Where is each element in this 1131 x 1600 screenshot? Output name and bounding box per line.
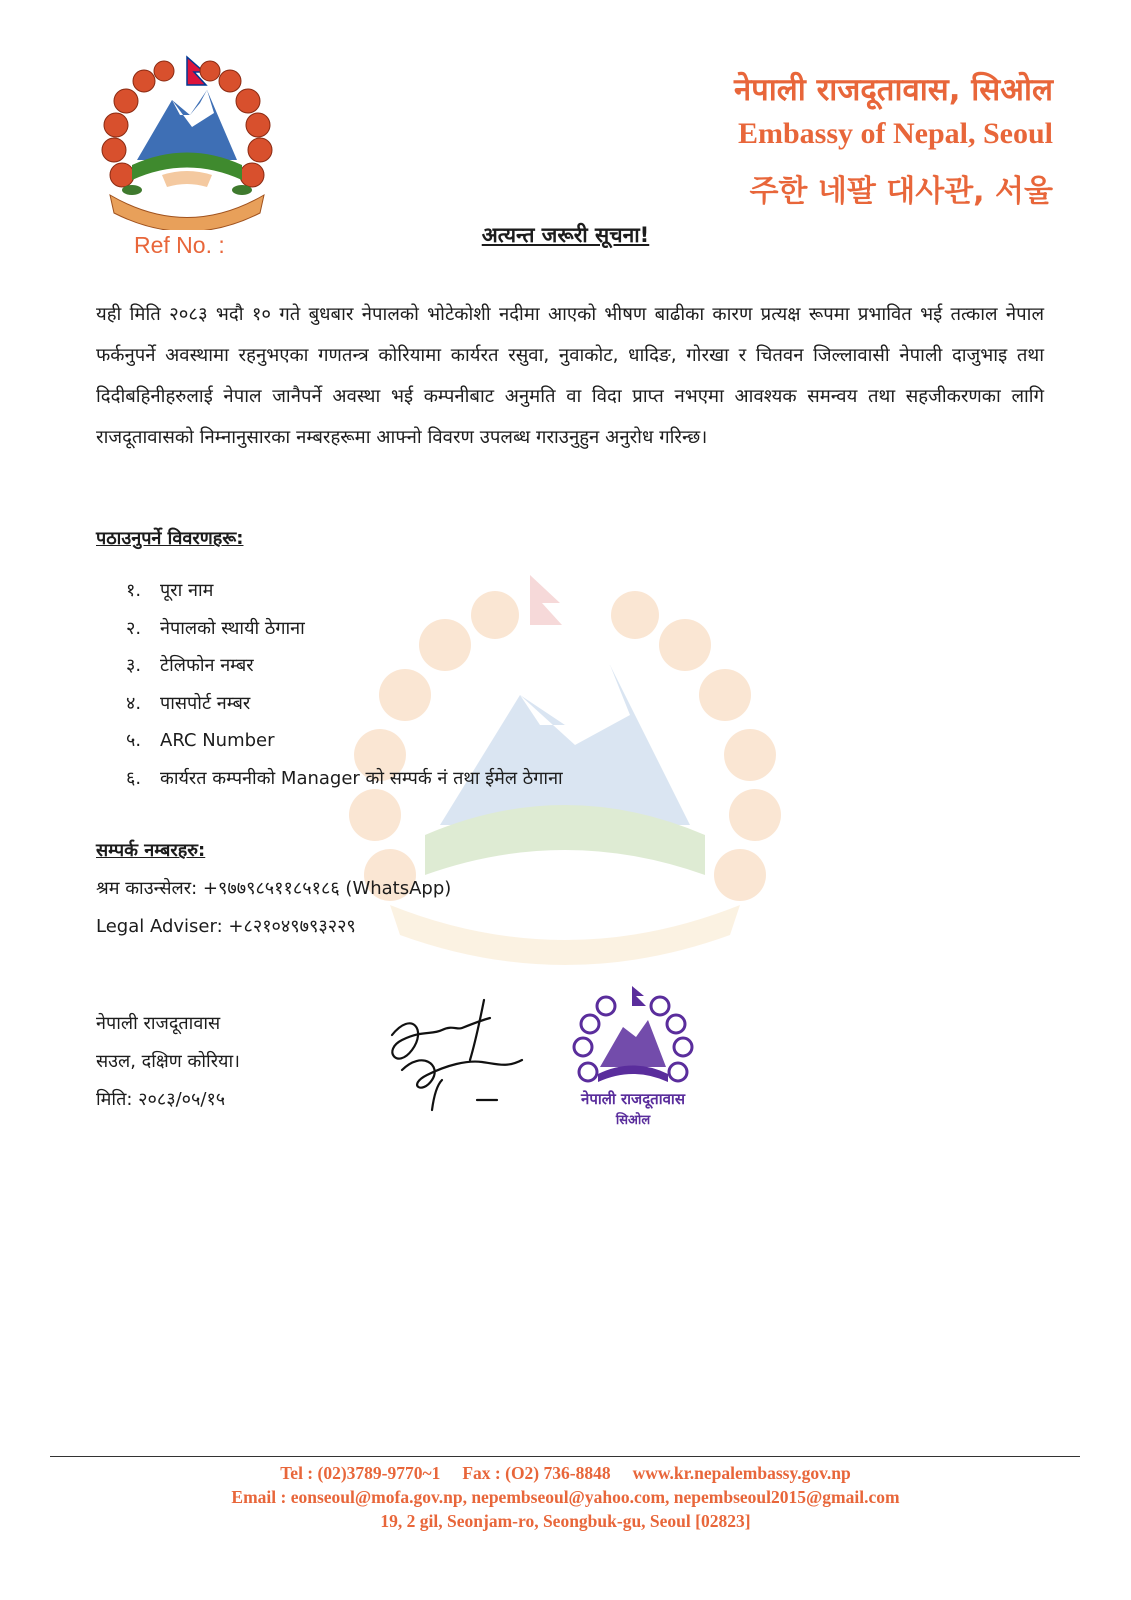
list-item-number: ३. (126, 655, 142, 676)
embassy-name-english: Embassy of Nepal, Seoul (737, 117, 1053, 150)
list-item-text: ARC Number (160, 730, 275, 751)
stamp-city: सिओल (615, 1113, 651, 1128)
sign-off-block (96, 1005, 240, 1119)
list-item-number: ५. (126, 730, 142, 751)
reference-number-label: Ref No. : (134, 232, 225, 258)
footer-website: www.kr.nepalembassy.gov.np (632, 1463, 851, 1483)
requirements-heading: पठाउनुपर्ने विवरणहरू: (96, 528, 244, 549)
footer-email: Email : eonseoul@mofa.gov.np, nepembseoul@yahoo.com, nepembseoul2015@gmail.com (231, 1487, 900, 1507)
signature (372, 990, 532, 1115)
footer-divider (50, 1456, 1080, 1457)
sign-off-office: नेपाली राजदूतावास (96, 1013, 221, 1034)
embassy-name-nepali: नेपाली राजदूतावास, सिओल (733, 72, 1053, 108)
footer-telephone: Tel : (02)3789-9770~1 (280, 1463, 441, 1483)
whatsapp-note: (WhatsApp) (345, 878, 452, 899)
notice-title: अत्यन्त जरूरी सूचना! (481, 223, 650, 247)
date-value: २०८३/०५/१५ (138, 1089, 226, 1110)
sign-off-location: सउल, दक्षिण कोरिया। (96, 1051, 240, 1072)
sign-off-date (96, 1081, 240, 1119)
legal-adviser-label: Legal Adviser: (96, 916, 223, 937)
list-item-text: कार्यरत कम्पनीको Manager को सम्पर्क नं तथा ईमेल ठेगाना (160, 767, 563, 789)
list-item (126, 616, 563, 654)
list-item (126, 691, 563, 729)
list-item (126, 653, 563, 691)
legal-adviser-number: +८२१०४९७९३२२९ (228, 916, 356, 937)
list-item (126, 578, 563, 616)
requirements-list (126, 578, 563, 803)
list-item (126, 728, 563, 766)
embassy-name-korean: 주한 네팔 대사관, 서울 (749, 174, 1053, 209)
labour-counsellor-number: +९७७९८५११८५१८६ (202, 878, 340, 899)
list-item-number: १. (126, 580, 142, 601)
list-item-text: नेपालको स्थायी ठेगाना (160, 617, 305, 639)
list-item (126, 766, 563, 804)
list-item-text: टेलिफोन नम्बर (160, 655, 254, 676)
official-stamp (558, 982, 708, 1132)
list-item-number: २. (126, 617, 142, 639)
labour-counsellor-contact (96, 876, 451, 900)
date-label: मिति: (96, 1089, 133, 1110)
list-item-text: पासपोर्ट नम्बर (160, 692, 251, 714)
list-item-number: ६. (126, 767, 142, 789)
contacts-heading: सम्पर्क नम्बरहरु: (96, 840, 206, 861)
labour-counsellor-label: श्रम काउन्सेलर: (96, 878, 198, 899)
legal-adviser-contact (96, 914, 356, 938)
stamp-text: नेपाली राजदूतावास (581, 1090, 685, 1108)
footer-address: 19, 2 gil, Seonjam-ro, Seongbuk-gu, Seoul [02823] (380, 1511, 751, 1531)
notice-body: यही मिति २०८३ भदौ १० गते बुधबार नेपालको भोटेकोशी नदीमा आएको भीषण बाढीका कारण प्रत्यक्ष रूपमा प्रभावित भई तत्काल नेपाल फर्कनुपर्ने अवस्थामा रहनुभएका गणतन्त्र कोरियामा कार्यरत रसुवा, नुवाकोट, धादिङ, गोरखा र चितवन जिल्लावासी नेपाली दाजुभाइ तथा दिदीबहिनीहरुलाई नेपाल जानैपर्ने अवस्था भई कम्पनीबाट अनुमति वा विदा प्राप्त नभएमा आवश्यक समन्वय तथा सहजीकरणका लागि राजदूतावासको निम्नानुसारका नम्बरहरूमा आफ्नो विवरण उपलब्ध गराउनुहुन अनुरोध गरिन्छ। (96, 304, 1044, 448)
list-item-number: ४. (126, 692, 142, 714)
list-item-text: पूरा नाम (160, 580, 214, 601)
footer-fax: Fax : (O2) 736-8848 (462, 1463, 611, 1483)
nepal-emblem (92, 55, 282, 230)
footer-contact-line (0, 1463, 1131, 1484)
